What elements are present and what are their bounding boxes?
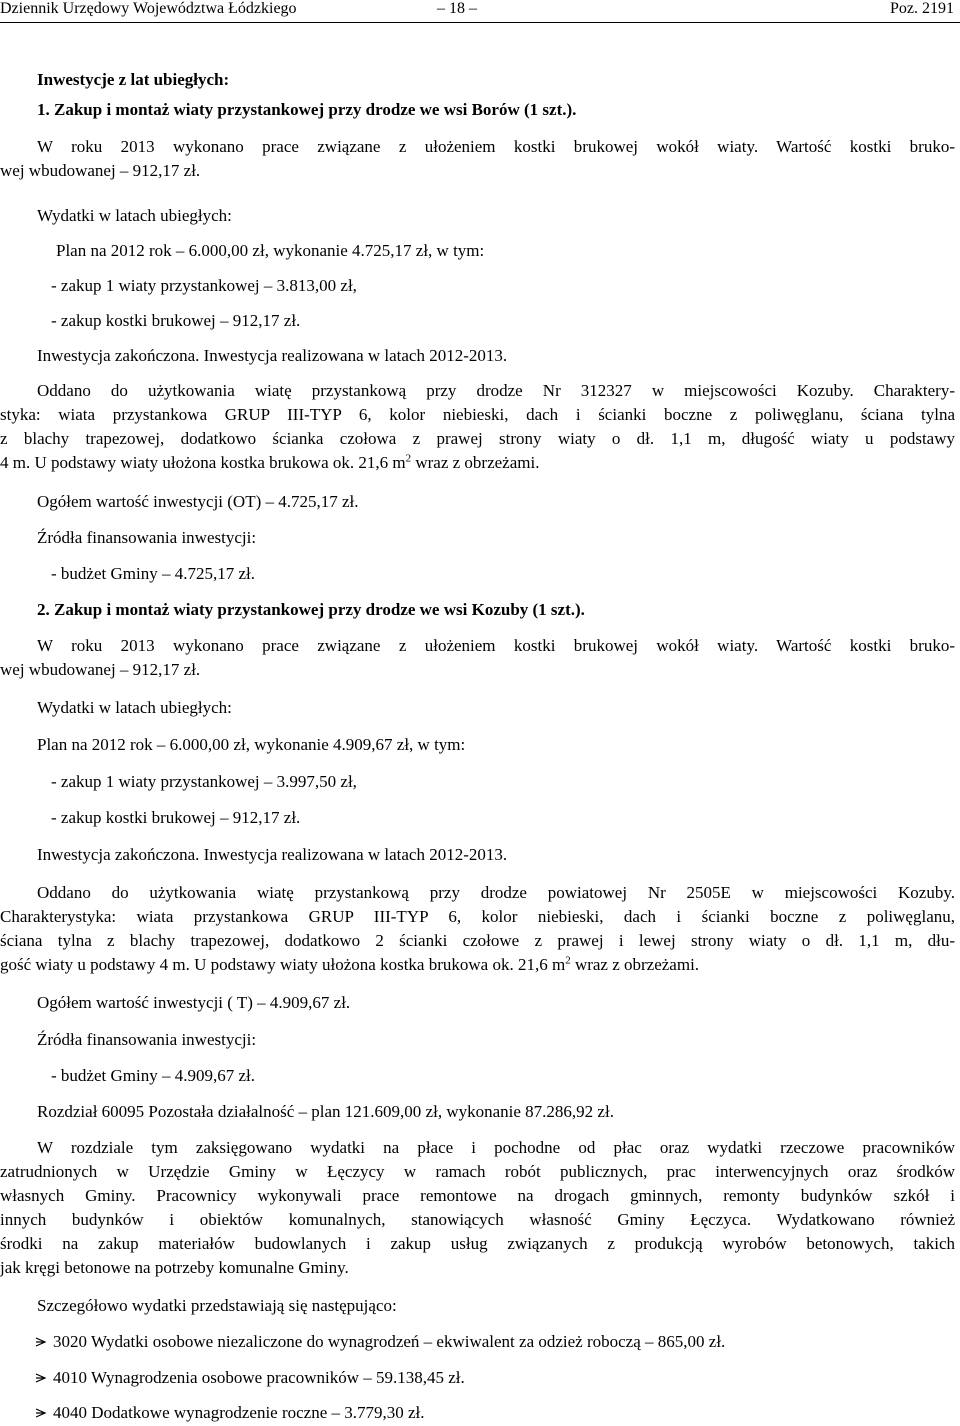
paragraph-line: Charakterystyka: wiata przystankowa GRUP III-TYP 6, kolor niebieski, dach i ścianki boczne z poliwęglanu,	[0, 907, 955, 926]
paragraph-line: Inwestycja zakończona. Inwestycja realizowana w latach 2012-2013.	[37, 845, 508, 864]
position-number: Poz. 2191	[890, 0, 954, 17]
paragraph-line: Źródła finansowania inwestycji:	[37, 1030, 257, 1049]
paragraph-line: Ogółem wartość inwestycji ( T) – 4.909,67 zł.	[37, 993, 351, 1012]
paragraph-line: z blachy trapezowej, dodatkowo ścianka czołowa z prawej strony wiaty o dł. 1,1 m, długość wiaty u podstawy	[0, 429, 955, 448]
bullet-item: 4010 Wynagrodzenia osobowe pracowników – 59.138,45 zł.	[35, 1366, 465, 1390]
section-heading: Inwestycje z lat ubiegłych:	[37, 70, 230, 89]
paragraph-line: W roku 2013 wykonano prace związane z ułożeniem kostki brukowej wokół wiaty. Wartość kostki bruko-	[37, 636, 955, 655]
paragraph-line: jak kręgi betonowe na potrzeby komunalne Gminy.	[0, 1258, 349, 1277]
paragraph-line: Plan na 2012 rok – 6.000,00 zł, wykonanie 4.909,67 zł, w tym:	[37, 735, 466, 754]
paragraph-line: W roku 2013 wykonano prace związane z ułożeniem kostki brukowej wokół wiaty. Wartość kostki bruko-	[37, 137, 955, 156]
paragraph-line: wej wbudowanej – 912,17 zł.	[0, 660, 201, 679]
paragraph-line: Wydatki w latach ubiegłych:	[37, 206, 232, 225]
page-number: – 18 –	[437, 0, 477, 17]
paragraph-line: Wydatki w latach ubiegłych:	[37, 698, 232, 717]
bullet-item: 3020 Wydatki osobowe niezaliczone do wynagrodzeń – ekwiwalent za odzież roboczą – 865,00 zł.	[35, 1330, 725, 1354]
paragraph-line: zatrudnionych w Urzędzie Gminy w Łęczycy w ramach robót publicznych, prac interwencyjnych oraz środków	[0, 1162, 955, 1181]
paragraph-line: własnych Gminy. Pracownicy wykonywali prace remontowe na drogach gminnych, remonty budynków szkół i	[0, 1186, 955, 1205]
paragraph-line: 4 m. U podstawy wiaty ułożona kostka brukowa ok. 21,6 $m^2$ wraz z obrzeżami.	[0, 452, 540, 472]
list-item: - zakup 1 wiaty przystankowej – 3.813,00 zł,	[51, 276, 357, 295]
list-item: - budżet Gminy – 4.909,67 zł.	[51, 1066, 255, 1085]
bullet-marker-icon	[35, 1331, 47, 1343]
paragraph-line: Inwestycja zakończona. Inwestycja realizowana w latach 2012-2013.	[37, 346, 508, 365]
paragraph-line: Oddano do użytkowania wiatę przystankową przy drodze Nr 312327 w miejscowości Kozuby. Charaktery-	[37, 381, 955, 400]
item-heading-2: 2. Zakup i montaż wiaty przystankowej przy drodze we wsi Kozuby (1 szt.).	[37, 600, 585, 619]
paragraph-line: wej wbudowanej – 912,17 zł.	[0, 161, 201, 180]
paragraph-line: innych budynków i obiektów komunalnych, stanowiących własność Gminy Łęczyca. Wydatkowano również	[0, 1210, 955, 1229]
list-item: - zakup 1 wiaty przystankowej – 3.997,50 zł,	[51, 772, 357, 791]
paragraph-line: Plan na 2012 rok – 6.000,00 zł, wykonanie 4.725,17 zł, w tym:	[56, 241, 485, 260]
paragraph-line: ściana tylna z blachy trapezowej, dodatkowo 2 ścianki czołowe z prawej i lewej strony wiaty o dł. 1,1 m, dłu-	[0, 931, 955, 950]
paragraph-line: środki na zakup materiałów budowlanych i zakup usług związanych z produkcją wyrobów betonowych, takich	[0, 1234, 955, 1253]
paragraph-line: Szczegółowo wydatki przedstawiają się następująco:	[37, 1296, 397, 1315]
journal-title: Dziennik Urzędowy Województwa Łódzkiego	[0, 0, 297, 17]
bullet-marker-icon	[35, 1402, 47, 1414]
item-heading-1: 1. Zakup i montaż wiaty przystankowej przy drodze we wsi Borów (1 szt.).	[37, 100, 577, 119]
bullet-item: 4040 Dodatkowe wynagrodzenie roczne – 3.779,30 zł.	[35, 1401, 425, 1425]
list-item: - zakup kostki brukowej – 912,17 zł.	[51, 311, 301, 330]
paragraph-line: Ogółem wartość inwestycji (OT) – 4.725,17 zł.	[37, 492, 359, 511]
page-header	[0, 0, 960, 23]
paragraph-line: Oddano do użytkowania wiatę przystankową przy drodze powiatowej Nr 2505E w miejscowości Kozuby.	[37, 883, 955, 902]
paragraph-line: styka: wiata przystankowa GRUP III-TYP 6, kolor niebieski, dach i ścianki boczne z poliwęglanu, ściana tylna	[0, 405, 955, 424]
paragraph-line: Rozdział 60095 Pozostała działalność – plan 121.609,00 zł, wykonanie 87.286,92 zł.	[37, 1102, 614, 1121]
paragraph-line: Źródła finansowania inwestycji:	[37, 528, 257, 547]
paragraph-line: W rozdziale tym zaksięgowano wydatki na płace i pochodne od płac oraz wydatki rzeczowe pracowników	[37, 1138, 955, 1157]
list-item: - budżet Gminy – 4.725,17 zł.	[51, 564, 255, 583]
list-item: - zakup kostki brukowej – 912,17 zł.	[51, 808, 301, 827]
bullet-marker-icon	[35, 1367, 47, 1379]
paragraph-line: gość wiaty u podstawy 4 m. U podstawy wiaty ułożona kostka brukowa ok. 21,6 $m^2$ wraz z obrzeżami.	[0, 954, 700, 974]
